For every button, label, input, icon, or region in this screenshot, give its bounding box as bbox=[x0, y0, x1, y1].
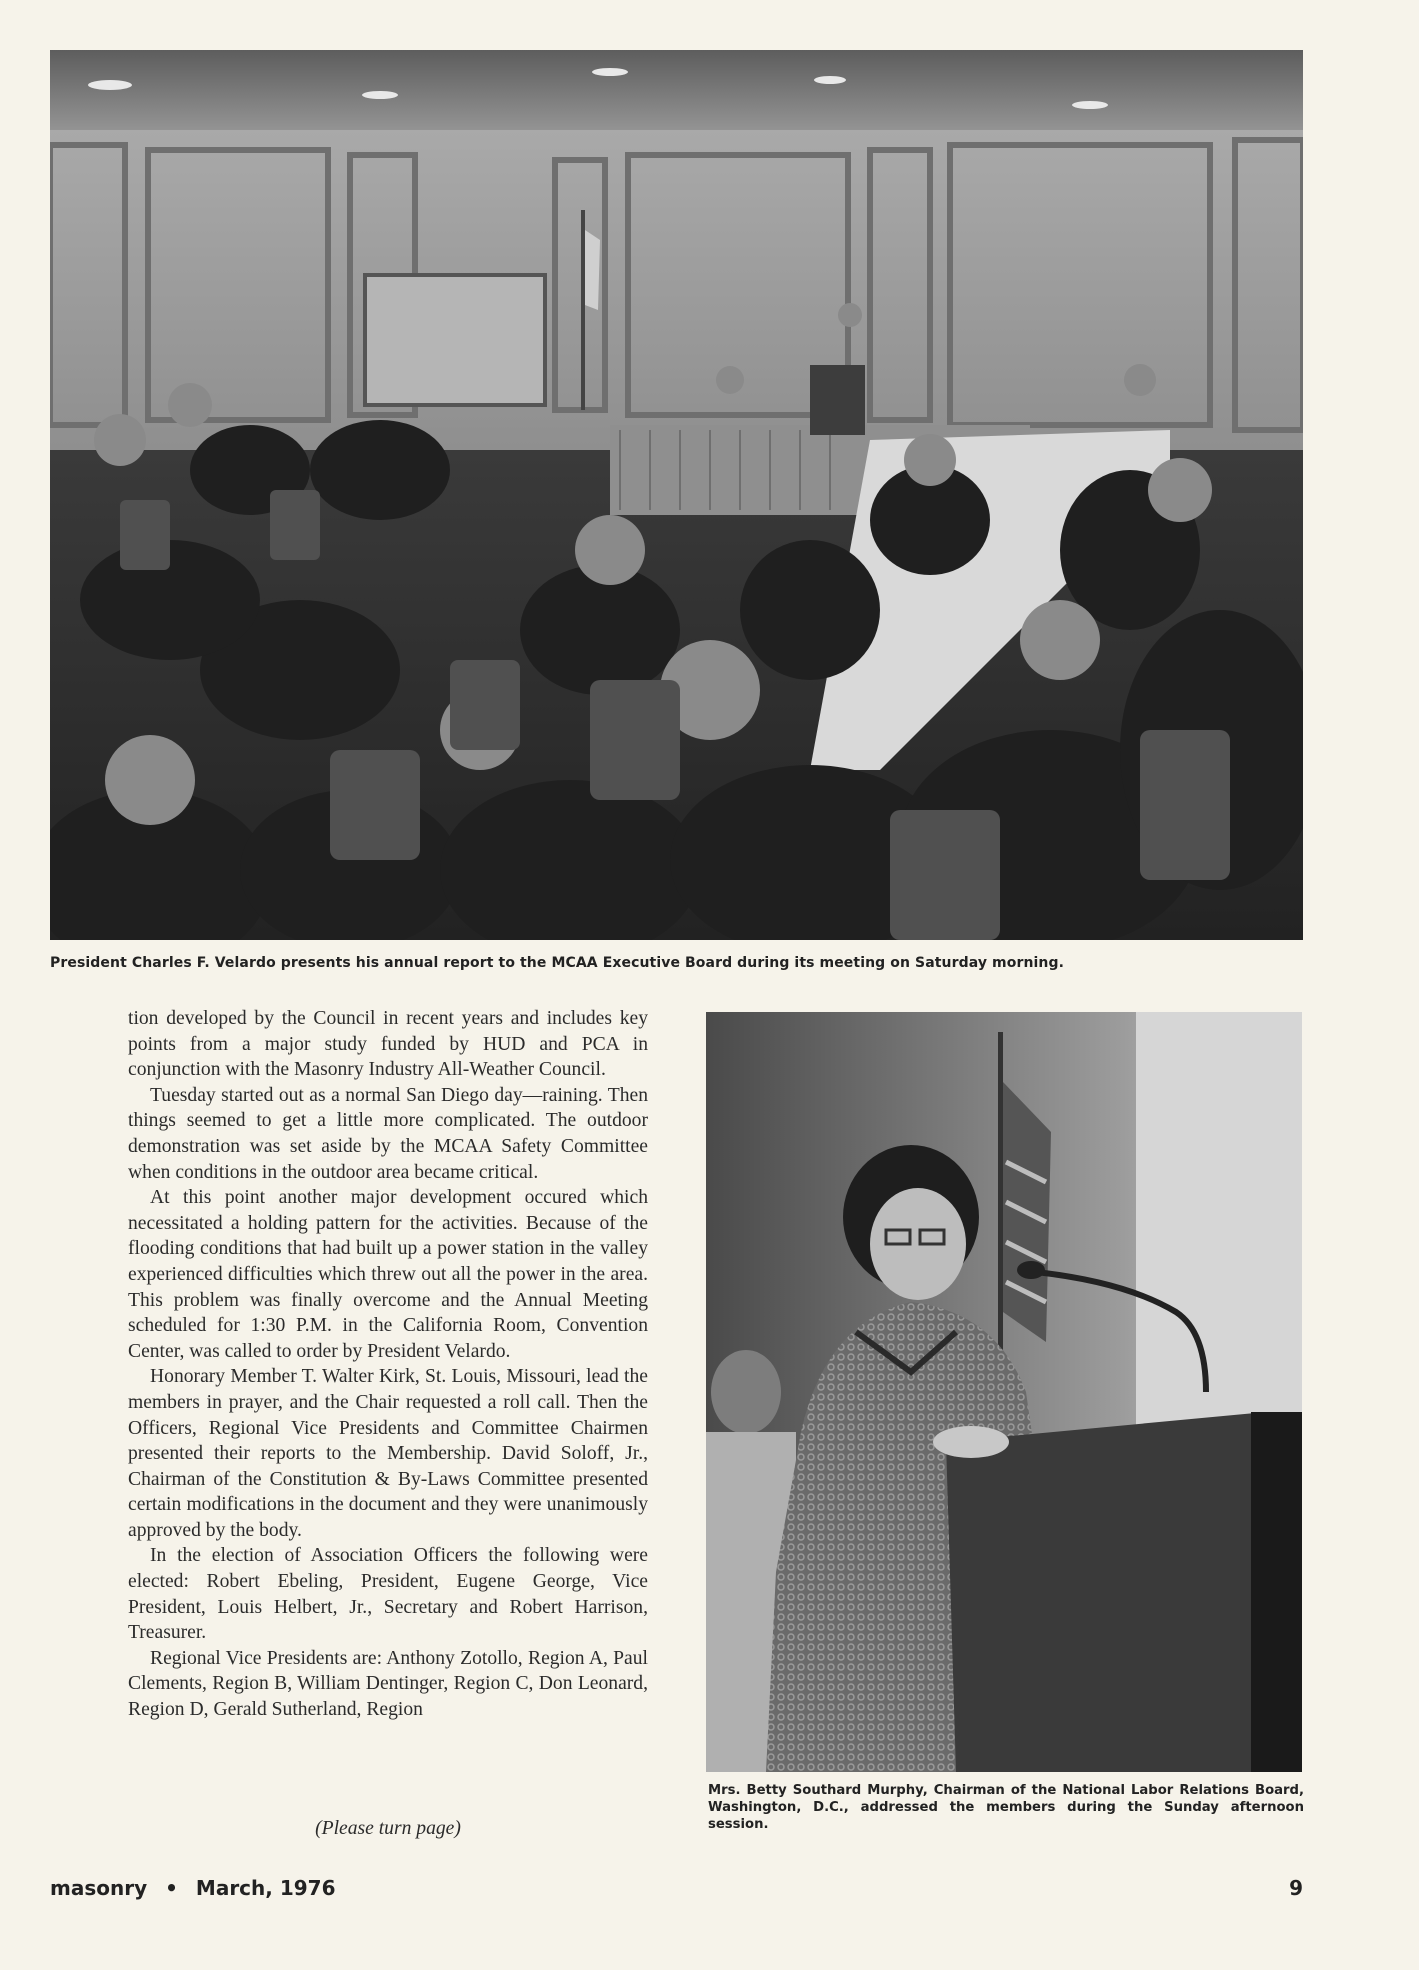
article-paragraph: Regional Vice Presidents are: Anthony Zotollo, Region A, Paul Clements, Region B, William Dentinger, Region C, Don Leonard, Region D, Gerald Sutherland, Region bbox=[128, 1647, 648, 1721]
continuation-note: (Please turn page) bbox=[315, 1818, 461, 1839]
meeting-photo-illustration bbox=[50, 50, 1303, 940]
side-photo-caption: Mrs. Betty Southard Murphy, Chairman of the National Labor Relations Board, Washington, D.C., addressed the members during the Sunday afternoon session. bbox=[708, 1783, 1304, 1832]
top-photo-caption: President Charles F. Velardo presents his annual report to the MCAA Executive Board during its meeting on Saturday morning. bbox=[50, 955, 1065, 971]
article-paragraph: In the election of Association Officers the following were elected: Robert Ebeling, President, Eugene George, Vice President, Louis Helbert, Jr., Secretary and Robert Harrison, Treasurer. bbox=[128, 1545, 648, 1644]
publication-name: masonry bbox=[50, 1876, 148, 1900]
page-number: 9 bbox=[1289, 1876, 1303, 1900]
page-footer bbox=[50, 1876, 336, 1900]
executive-board-meeting-photo bbox=[50, 50, 1303, 940]
speaker-at-podium-photo bbox=[706, 1012, 1302, 1772]
article-paragraph: Tuesday started out as a normal San Diego day—raining. Then things seemed to get a little more complicated. The outdoor demonstration was set aside by the MCAA Safety Committee when conditions in the outdoor area became critical. bbox=[128, 1084, 648, 1183]
speaker-photo-illustration bbox=[706, 1012, 1302, 1772]
issue-date: March, 1976 bbox=[195, 1876, 336, 1900]
article-body bbox=[128, 1006, 648, 1723]
footer-separator: • bbox=[165, 1876, 178, 1900]
article-paragraph: At this point another major development occured which necessitated a holding pattern for the activities. Because of the flooding conditions that had built up a power station in the valley experienced difficulties which threw out all the power in the area. This problem was finally overcome and the Annual Meeting scheduled for 1:30 P.M. in the California Room, Convention Center, was called to order by President Velardo. bbox=[128, 1187, 648, 1362]
article-paragraph: tion developed by the Council in recent years and includes key points from a major study funded by HUD and PCA in conjunction with the Masonry Industry All-Weather Council. bbox=[128, 1008, 648, 1081]
article-paragraph: Honorary Member T. Walter Kirk, St. Louis, Missouri, lead the members in prayer, and the Chair requested a roll call. Then the Officers, Regional Vice Presidents and Committee Chairmen presented their reports to the Membership. David Soloff, Jr., Chairman of the Constitution & By-Laws Committee presented certain modifications in the document and they were unanimously approved by the body. bbox=[128, 1366, 648, 1541]
